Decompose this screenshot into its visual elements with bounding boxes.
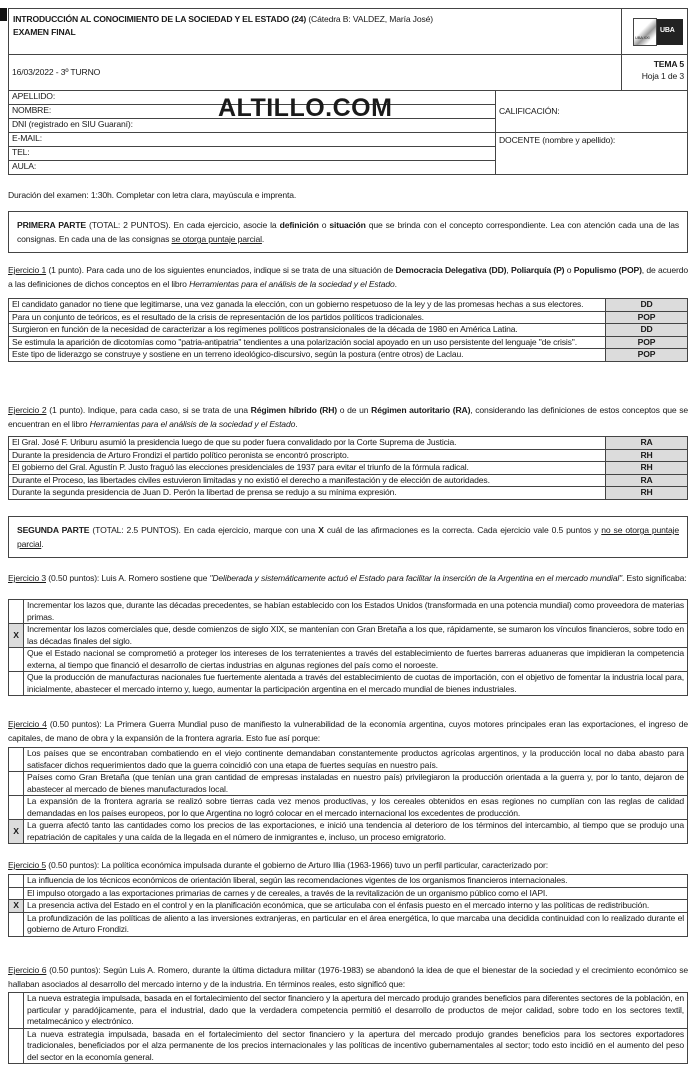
exam-type: EXAMEN FINAL — [13, 27, 76, 37]
text-segment: o — [318, 220, 330, 230]
answer-cell[interactable]: POP — [606, 349, 688, 362]
ej6-intro — [8, 964, 688, 991]
option-row — [9, 796, 688, 820]
text-segment: no se otorga puntaje parcial — [17, 525, 680, 549]
statement: El candidato ganador no tiene que legitimarse, una vez ganada la elección, con un gobierno respetuoso de la ley y de las promesas hechas a sus electores. — [9, 299, 606, 312]
ej3-options — [8, 599, 688, 696]
text-segment: Ejercicio 6 — [8, 965, 47, 975]
text-segment: . Esto significaba: — [622, 573, 687, 583]
statement: Se estimula la aparición de dicotomías como "patria-antipatria" tendientes a una polarización social apoyado en un uso persistente del lenguaje "de crisis". — [9, 336, 606, 349]
option-row — [9, 672, 688, 696]
text-segment: "Deliberada y sistemáticamente actuó el Estado para facilitar la inserción de la Argentina en el mercado mundial" — [209, 573, 623, 583]
option-row — [9, 748, 688, 772]
text-segment: (0.50 puntos): Según Luis A. Romero, durante la última dictadura militar (1976-1983) se abandonó la idea de que el bienestar de la sociedad y el crecimiento económico se hallaban asociados al desarrollo del mercado interno y de la industria. En términos reales, esto significó que: — [8, 965, 688, 989]
table-row — [9, 349, 688, 362]
field-dni[interactable]: DNI (registrado en SIU Guaraní): — [9, 119, 496, 133]
text-segment: X — [318, 525, 324, 535]
exam-date: 16/03/2022 - 3º TURNO — [9, 55, 622, 91]
answer-cell[interactable]: RH — [606, 462, 688, 475]
text-segment: . — [295, 418, 298, 429]
text-segment: que se brinda con el concepto correspondiente. Lea con atención cada una de las consignas. En cada una de las consignas — [17, 220, 680, 244]
option-checkbox[interactable] — [9, 887, 24, 900]
table-row — [9, 336, 688, 349]
option-text: La nueva estrategia impulsada, basada en el fortalecimiento del sector financiero y la apertura del mercado produjo grandes beneficios para los sectores exportadores tradicionales, beneficiados por el alza permanente de los precios internacionales y las políticas de incentivo gubernamentales al sector; todo esto incidió en el aumento del peso del sector en la economía general. — [24, 1028, 688, 1064]
tema-label: TEMA 5 — [653, 59, 684, 69]
primera-parte-instructions — [8, 211, 688, 253]
text-segment: (TOTAL: 2.5 PUNTOS). En cada ejercicio, marque con una — [89, 525, 319, 535]
answer-cell[interactable]: RH — [606, 449, 688, 462]
option-row — [9, 912, 688, 936]
field-aula[interactable]: AULA: — [9, 161, 496, 175]
option-row — [9, 648, 688, 672]
statement: Durante la segunda presidencia de Juan D. Perón la libertad de prensa se redujo a su mínima expresión. — [9, 487, 606, 500]
option-text: Los países que se encontraban combatiendo en el viejo continente demandaban constantemente productos agrícolas argentinos, y la producción local no daba abasto para satisfacer dichos requerimientos dado que la guerra coincidió con una etapa de fuertes sequías en nuestro país. — [24, 748, 688, 772]
text-segment: Régimen híbrido (RH) — [250, 405, 338, 415]
text-segment: Ejercicio 1 — [8, 265, 47, 275]
table-row — [9, 299, 688, 312]
option-row — [9, 820, 688, 844]
option-row — [9, 993, 688, 1029]
option-checkbox[interactable] — [9, 672, 24, 696]
option-checkbox[interactable] — [9, 600, 24, 624]
course-title: INTRODUCCIÓN AL CONOCIMIENTO DE LA SOCIEDAD Y EL ESTADO (24) — [13, 14, 307, 24]
table-row — [9, 474, 688, 487]
text-segment: Ejercicio 4 — [8, 719, 47, 729]
answer-cell[interactable]: POP — [606, 336, 688, 349]
uba-logo: UBA — [657, 19, 683, 45]
option-text: La influencia de los técnicos económicos de orientación liberal, según las recomendaciones vigentes de los organismos financieros internacionales. — [24, 875, 688, 888]
option-text: La expansión de la frontera agraria se realizó sobre tierras cada vez menos productivas, y los cereales obtenidos en esas regiones no cumplían con las reglas de calidad demandadas en los países europeos, por lo que Argentina no logró colocar en el mercado internacional los excedentes de producción. — [24, 796, 688, 820]
text-segment: . — [41, 539, 44, 549]
table-row — [9, 437, 688, 450]
text-segment: , — [506, 265, 511, 275]
text-segment: . — [394, 278, 397, 289]
text-segment: cuál de las afirmaciones es la correcta. Cada ejercicio vale 0.5 puntos y — [323, 525, 602, 535]
answer-cell[interactable]: POP — [606, 311, 688, 324]
segunda-parte-instructions — [8, 516, 688, 558]
field-tel[interactable]: TEL: — [9, 147, 496, 161]
ej4-options — [8, 747, 688, 844]
ej3-intro — [8, 572, 688, 586]
page-indicator: Hoja 1 de 3 — [641, 71, 684, 81]
table-row — [9, 462, 688, 475]
option-checkbox[interactable] — [9, 912, 24, 936]
text-segment: Ejercicio 5 — [8, 860, 46, 870]
ej5-intro — [8, 859, 688, 873]
text-segment: Herramientas para el análisis de la sociedad y el Estado — [89, 418, 296, 429]
text-segment: Democracia Delegativa (DD) — [395, 265, 507, 275]
text-segment: Poliarquía (P) — [510, 265, 565, 275]
answer-cell[interactable]: RH — [606, 487, 688, 500]
option-checkbox[interactable]: X — [9, 624, 24, 648]
statement: El gobierno del Gral. Agustín P. Justo fraguó las elecciones presidenciales de 1937 para evitar el triunfo de la fórmula radical. — [9, 462, 606, 475]
statement: Este tipo de liderazgo se construye y sostiene en un terreno ideológico-discursivo, según la postura (entre otros) de Laclau. — [9, 349, 606, 362]
option-row — [9, 887, 688, 900]
field-docente[interactable]: DOCENTE (nombre y apellido): — [496, 133, 688, 175]
field-calificacion[interactable]: CALIFICACIÓN: — [496, 91, 688, 133]
exam-duration: Duración del examen: 1:30h. Completar con letra clara, mayúscula e imprenta. — [8, 190, 297, 200]
option-checkbox[interactable] — [9, 796, 24, 820]
option-row — [9, 600, 688, 624]
ej1-table — [8, 298, 688, 362]
text-segment: SEGUNDA PARTE — [17, 525, 90, 535]
text-segment: , de acuerdo a las definiciones de dichos conceptos en el libro — [8, 265, 689, 289]
text-segment: Régimen autoritario (RA) — [371, 405, 471, 415]
text-segment: se otorga puntaje parcial — [171, 234, 262, 244]
option-text: Incrementar los lazos comerciales que, desde comienzos de siglo XIX, se mantenían con Gran Bretaña a los que, rápidamente, se sumaron los vínculos financieros, sobre todo en las décadas finales del siglo. — [24, 624, 688, 648]
ej6-options — [8, 992, 688, 1064]
option-checkbox[interactable] — [9, 875, 24, 888]
option-text: Que el Estado nacional se comprometió a proteger los intereses de los terratenientes a través del establecimiento de fuertes barreras aduaneras que impidieran la competencia externa, al tiempo que financió el desarrollo de ciertas industrias en algunas regiones del país como el noroeste. — [24, 648, 688, 672]
field-email[interactable]: E-MAIL: — [9, 133, 496, 147]
text-segment: situación — [329, 220, 366, 230]
statement: Durante el Proceso, las libertades civiles estuvieron limitadas y no existió el derecho a manifestación y de elección de autoridades. — [9, 474, 606, 487]
option-text: Incrementar los lazos que, durante las décadas precedentes, se habían establecido con los Estados Unidos (transformada en una potencia mundial) como proveedora de materias primas. — [24, 600, 688, 624]
text-segment: Populismo (POP) — [573, 265, 642, 275]
ej2-table — [8, 436, 688, 500]
text-segment: (1 punto). Para cada uno de los siguientes enunciados, indique si se trata de una situación de — [46, 265, 396, 275]
text-segment: , considerando las definiciones de estos conceptos que se encuentran en el libro — [8, 405, 688, 429]
option-checkbox[interactable] — [9, 772, 24, 796]
answer-cell[interactable]: RA — [606, 474, 688, 487]
option-row — [9, 875, 688, 888]
watermark: ALTILLO.COM — [218, 94, 393, 122]
text-segment: . — [261, 234, 265, 244]
statement: Durante la presidencia de Arturo Frondizi el partido político peronista se encontró proscripto. — [9, 449, 606, 462]
text-segment: o — [564, 265, 574, 275]
text-segment: o de un — [337, 405, 372, 415]
option-row — [9, 900, 688, 913]
uba-logo-emblem: UBA XXI — [633, 18, 657, 46]
option-checkbox[interactable] — [9, 993, 24, 1029]
option-text: La profundización de las políticas de aliento a las inversiones extranjeras, en particular en el área energética, lo que marcaba una decidida continuidad con lo realizado durante el gobierno de Arturo Frondizi. — [24, 912, 688, 936]
text-segment: Ejercicio 2 — [8, 405, 47, 415]
text-segment: definición — [279, 220, 319, 230]
text-segment: (TOTAL: 2 PUNTOS). En cada ejercicio, asocie la — [86, 220, 280, 230]
answer-cell[interactable]: RA — [606, 437, 688, 450]
option-row — [9, 1028, 688, 1064]
text-segment: Ejercicio 3 — [8, 573, 46, 583]
exam-header — [8, 8, 688, 91]
text-segment: (0.50 puntos): La Primera Guerra Mundial puso de manifiesto la vulnerabilidad de la economía argentina, cuyos motores principales eran las exportaciones, el ingreso de capitales, de mano de obra y la expansión de la frontera agraria. Esto fue así porque: — [8, 719, 688, 743]
option-checkbox[interactable] — [9, 1028, 24, 1064]
statement: Para un conjunto de teóricos, es el resultado de la crisis de representación de los partidos políticos tradicionales. — [9, 311, 606, 324]
option-text: La guerra afectó tanto las cantidades como los precios de las exportaciones, e inició una tendencia al deterioro de los términos del intercambio, al tiempo que se produjo una repatriación de capitales y una caída de la llegada en el número de inmigrantes e, incluso, un proceso emigratorio. — [24, 820, 688, 844]
statement: Surgieron en función de la necesidad de caracterizar a los regímenes políticos postransicionales de la década de 1980 en América Latina. — [9, 324, 606, 337]
option-text: Que la producción de manufacturas nacionales fue fuertemente alentada a través del establecimiento de cuotas de importación, con el objetivo de fomentar la industria local para, inicialmente, abastecer el mercado interno y, luego, aumentar la participación argentina en el mercado mundial de bienes industriales. — [24, 672, 688, 696]
answer-cell[interactable]: DD — [606, 299, 688, 312]
table-row — [9, 487, 688, 500]
option-row — [9, 624, 688, 648]
ej5-options — [8, 874, 688, 937]
option-text: La presencia activa del Estado en el control y en la planificación económica, que se articulaba con el énfasis puesto en el mercado interno y las políticas de redistribución. — [24, 900, 688, 913]
option-checkbox[interactable] — [9, 648, 24, 672]
field-apellido[interactable]: APELLIDO: — [9, 91, 496, 105]
field-nombre[interactable]: NOMBRE: — [9, 105, 496, 119]
text-segment: (0.50 puntos): La política económica impulsada durante el gobierno de Arturo Illia (1963-1966) tuvo un perfil particular, caracterizado por: — [46, 860, 548, 870]
option-checkbox[interactable] — [9, 748, 24, 772]
answer-cell[interactable]: DD — [606, 324, 688, 337]
ej2-intro — [8, 404, 688, 431]
ej4-intro — [8, 718, 688, 745]
option-row — [9, 772, 688, 796]
option-checkbox[interactable]: X — [9, 900, 24, 913]
statement: El Gral. José F. Uriburu asumió la presidencia luego de que su poder fuera convalidado por la Corte Suprema de Justicia. — [9, 437, 606, 450]
text-segment: Herramientas para el análisis de la sociedad y el Estado — [189, 278, 395, 289]
text-segment: (1 punto). Indique, para cada caso, si se trata de una — [46, 405, 251, 415]
option-text: Países como Gran Bretaña (que tenían una gran cantidad de empresas instaladas en nuestro país) privilegiaron la producción orientada a la guerra y, por lo tanto, dejaron de abastecer al mercado de bienes manufacturados local. — [24, 772, 688, 796]
ej1-intro — [8, 264, 688, 291]
option-text: La nueva estrategia impulsada, basada en el fortalecimiento del sector financiero y la apertura del mercado produjo grandes beneficios para diferentes sectores de la población, en particular y paradójicamente, para el industrial, dado que la verdadera competencia permitió el desarrollo de productos de mejor calidad, sobre todo en los sectores textil, metalmecánico y electrónico. — [24, 993, 688, 1029]
text-segment: (0.50 puntos): Luis A. Romero sostiene que — [46, 573, 210, 583]
text-segment: PRIMERA PARTE — [17, 220, 87, 230]
option-text: El impulso otorgado a las exportaciones primarias de carnes y de cereales, a través de la revitalización de un organismo público como el IAPI. — [24, 887, 688, 900]
course-chair: (Cátedra B: VALDEZ, María José) — [306, 14, 433, 24]
table-row — [9, 324, 688, 337]
table-row — [9, 311, 688, 324]
table-row — [9, 449, 688, 462]
corner-marker — [0, 8, 7, 21]
option-checkbox[interactable]: X — [9, 820, 24, 844]
